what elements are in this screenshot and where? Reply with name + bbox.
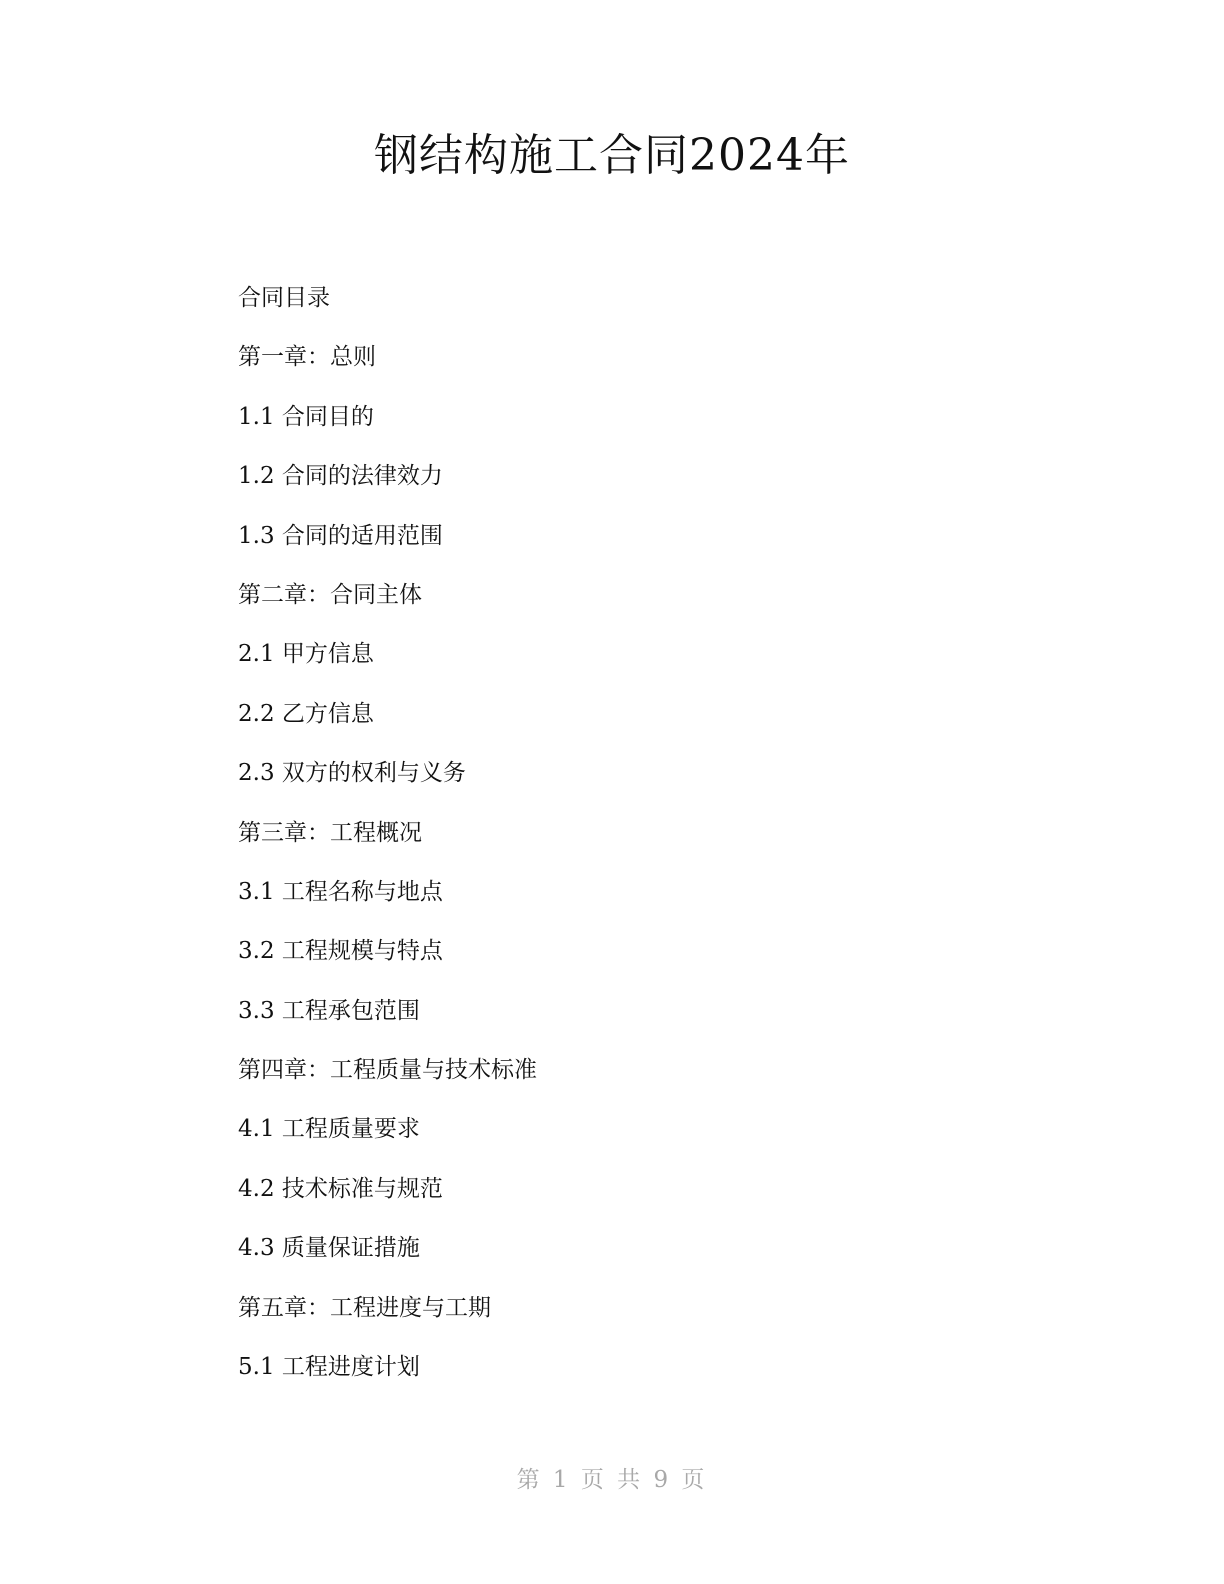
toc-section-1-3: 1.3 合同的适用范围 <box>238 522 443 549</box>
toc-chapter-1: 第一章：总则 <box>238 344 376 371</box>
toc-section-4-3: 4.3 质量保证措施 <box>238 1235 420 1262</box>
document-title: 钢结构施工合同2024年 <box>374 130 850 181</box>
toc-section-3-3: 3.3 工程承包范围 <box>238 997 420 1024</box>
toc-section-3-2: 3.2 工程规模与特点 <box>238 938 443 965</box>
toc-heading: 合同目录 <box>238 285 330 311</box>
toc-section-1-1: 1.1 合同目的 <box>238 403 374 430</box>
toc-section-4-2: 4.2 技术标准与规范 <box>238 1175 443 1202</box>
toc-chapter-3: 第三章：工程概况 <box>238 819 422 846</box>
table-of-contents <box>238 280 537 1408</box>
page-number-footer: 第 1 页 共 9 页 <box>516 1467 708 1493</box>
toc-section-3-1: 3.1 工程名称与地点 <box>238 878 443 905</box>
toc-chapter-2: 第二章：合同主体 <box>238 581 422 608</box>
toc-chapter-5: 第五章：工程进度与工期 <box>238 1294 491 1321</box>
toc-section-1-2: 1.2 合同的法律效力 <box>238 463 443 490</box>
toc-section-4-1: 4.1 工程质量要求 <box>238 1116 420 1143</box>
toc-section-2-3: 2.3 双方的权利与义务 <box>238 760 466 787</box>
toc-section-2-1: 2.1 甲方信息 <box>238 641 374 668</box>
toc-chapter-4: 第四章：工程质量与技术标准 <box>238 1057 537 1084</box>
toc-section-2-2: 2.2 乙方信息 <box>238 700 374 727</box>
toc-section-5-1: 5.1 工程进度计划 <box>238 1354 420 1381</box>
